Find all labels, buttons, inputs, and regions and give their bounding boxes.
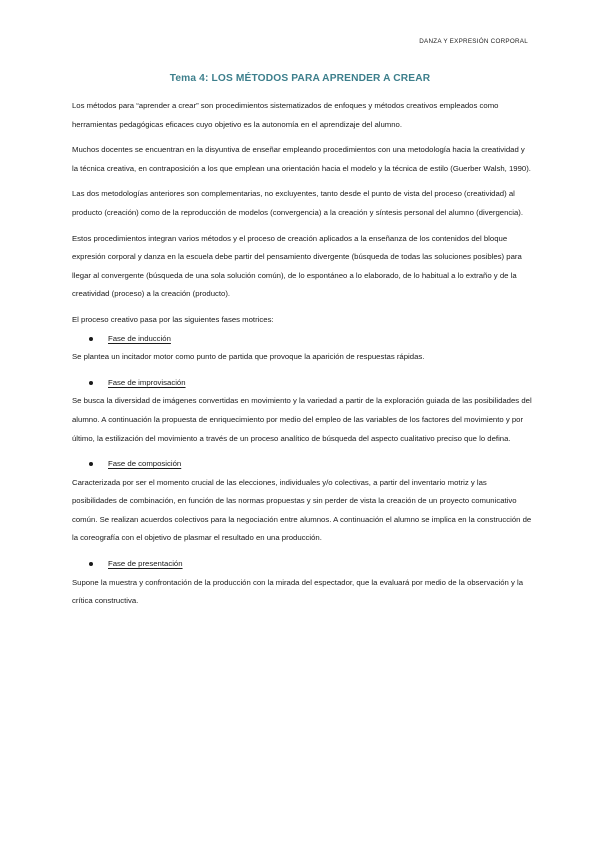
bullet-icon xyxy=(89,337,93,341)
running-header: DANZA Y EXPRESIÓN CORPORAL xyxy=(419,38,528,45)
bullet-icon xyxy=(89,462,93,466)
paragraph-dilemma: Muchos docentes se encuentran en la disyuntiva de enseñar empleando procedimientos con una metodología hacia la creatividad y la técnica creativa, en contraposición a los que emplean una orientación hacia el modelo y la técnica de estilo (Guerber Walsh, 1990). xyxy=(72,145,531,173)
paragraph-phases-intro: El proceso creativo pasa por las siguientes fases motrices: xyxy=(72,314,274,324)
phase-label: Fase de improvisación xyxy=(108,377,186,387)
bullet-icon xyxy=(89,381,93,385)
paragraph-complementary: Las dos metodologías anteriores son complementarias, no excluyentes, tanto desde el punto de vista del proceso (creatividad) al producto (creación) como de la reproducción de modelos (convergencia) a la creación y síntesis personal del alumno (divergencia). xyxy=(72,189,524,217)
phase-text-improvisacion: Se busca la diversidad de imágenes convertidas en movimiento y la variedad a partir de la exploración guiada de las posibilidades del alumno. A continuación la propuesta de enriquecimiento por medio del empleo de las variables de los factores del movimiento y por último, la estilización del movimiento a través de un proceso analítico de búsqueda del aspecto cualitativo preciso que lo defina. xyxy=(72,396,532,443)
phase-label: Fase de presentación xyxy=(108,559,183,569)
phase-heading-improvisacion xyxy=(72,374,532,393)
paragraph-intro: Los métodos para “aprender a crear” son procedimientos sistematizados de enfoques y métodos creativos empleados como herramientas pedagógicas eficaces cuyo objetivo es la autonomía en el aprendizaje del alumno. xyxy=(72,101,499,129)
phase-heading-induccion xyxy=(72,330,532,349)
bullet-icon xyxy=(89,562,93,566)
phase-label: Fase de composición xyxy=(108,459,182,469)
phase-heading-composicion xyxy=(72,455,532,474)
phase-text-induccion: Se plantea un incitador motor como punto de partida que provoque la aparición de respuestas rápidas. xyxy=(72,352,425,362)
page-title: Tema 4: LOS MÉTODOS PARA APRENDER A CREAR xyxy=(169,73,431,84)
document-body xyxy=(72,97,532,618)
phase-text-composicion: Caracterizada por ser el momento crucial de las elecciones, individuales y/o colectivas, a partir del inventario motriz y las posibilidades de combinación, en función de las normas propuestas y sin perder de vista la creación de un proyecto comunicativo común. Se realizan acuerdos colectivos para la negociación entre alumnos. A continuación el alumno se implica en la construcción de la coreografía con el objetivo de plasmar el resultado en una producción. xyxy=(72,477,532,543)
phase-heading-presentacion xyxy=(72,555,532,574)
phase-label: Fase de inducción xyxy=(108,333,171,343)
paragraph-procedures: Estos procedimientos integran varios métodos y el proceso de creación aplicados a la enseñanza de los contenidos del bloque expresión corporal y danza en la escuela debe partir del pensamiento divergente (búsqueda de todas las soluciones posibles) para llegar al convergente (búsqueda de una sola solución común), de lo espontáneo a lo elaborado, de lo habitual a lo extraño y de la creatividad (proceso) a la creación (producto). xyxy=(72,233,522,299)
phase-text-presentacion: Supone la muestra y confrontación de la producción con la mirada del espectador, que la evaluará por medio de la observación y la crítica constructiva. xyxy=(72,577,524,606)
